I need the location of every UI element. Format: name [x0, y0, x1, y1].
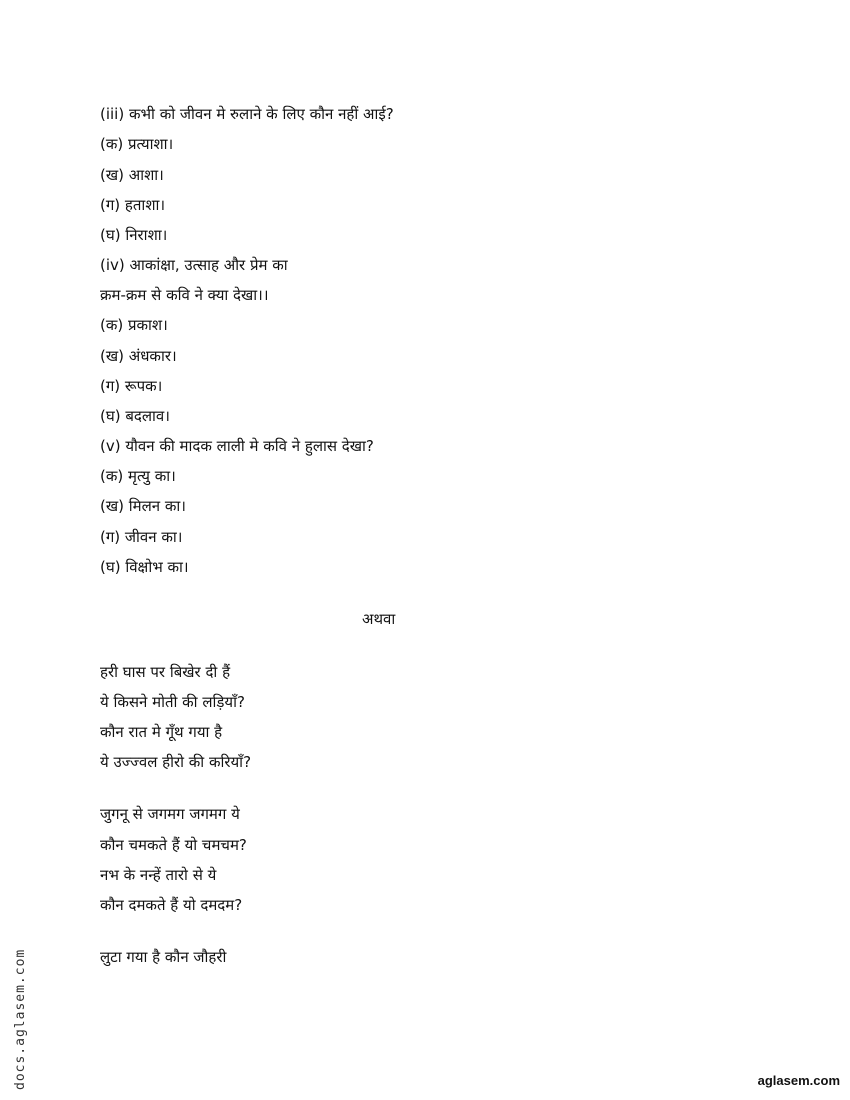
poem-line: जुगनू से जगमग जगमग ये — [100, 805, 240, 823]
option-gha: (घ) निराशा। — [100, 226, 168, 244]
question-text: (iii) कभी को जीवन मे रुलाने के लिए कौन नहीं आई? — [100, 105, 394, 123]
option-gha: (घ) विक्षोभ का। — [100, 558, 189, 576]
poem-line: हरी घास पर बिखेर दी हैं — [100, 663, 231, 681]
option-kha: (ख) मिलन का। — [100, 497, 186, 515]
option-ga: (ग) हताशा। — [100, 196, 166, 214]
option-ga: (ग) जीवन का। — [100, 528, 183, 546]
option-ga: (ग) रूपक। — [100, 377, 163, 395]
poem-line: कौन रात मे गूँथ गया है — [100, 723, 223, 741]
option-kha: (ख) अंधकार। — [100, 347, 177, 365]
poem-line: ये उज्ज्वल हीरो की करियाँ? — [100, 753, 252, 771]
poem-line: नभ के नन्हें तारो से ये — [100, 866, 217, 884]
option-ka: (क) प्रकाश। — [100, 316, 168, 334]
poem-line: कौन चमकते हैं यो चमचम? — [100, 836, 247, 854]
option-ka: (क) प्रत्याशा। — [100, 135, 174, 153]
side-watermark: docs.aglasem.com — [13, 948, 28, 1090]
option-kha: (ख) आशा। — [100, 166, 164, 184]
poem-line: ये किसने मोती की लड़ियाँ? — [100, 693, 245, 711]
question-text: (v) यौवन की मादक लाली मे कवि ने हुलास देखा? — [100, 437, 374, 455]
poem-line: कौन दमकते हैं यो दमदम? — [100, 896, 243, 914]
corner-watermark: aglasem.com — [757, 1073, 840, 1088]
poem-line: लुटा गया है कौन जौहरी — [100, 948, 227, 966]
question-text-continued: क्रम-क्रम से कवि ने क्या देखा।। — [100, 286, 269, 304]
option-gha: (घ) बदलाव। — [100, 407, 170, 425]
question-text: (iv) आकांक्षा, उत्साह और प्रेम का — [100, 256, 288, 274]
separator-heading: अथवा — [362, 610, 396, 628]
option-ka: (क) मृत्यु का। — [100, 467, 176, 485]
